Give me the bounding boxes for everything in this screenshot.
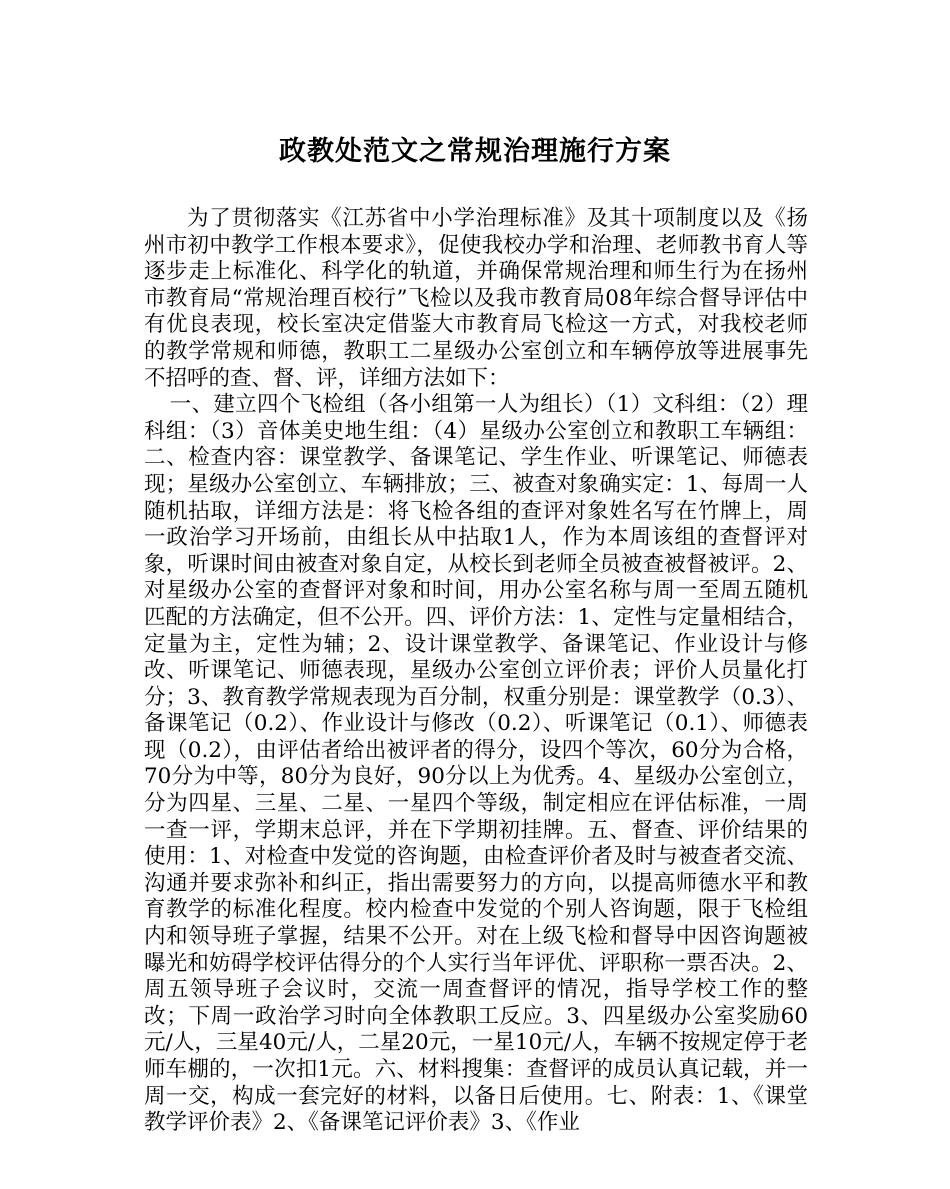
document-body [144,206,808,1137]
paragraph-main: 一、建立四个飞检组（各小组第一人为组长）（1）文科组：（2）理科组：（3）音体美史地生组：（4）星级办公室创立和教职工车辆组：二、检查内容：课堂教学、备课笔记、学生作业、听课笔记、师德表现；星级办公室创立、车辆排放；三、被查对象确实定：1、每周一人随机拈取，详细方法是：将飞检各组的查评对象姓名写在竹牌上，周一政治学习开场前，由组长从中拈取1人，作为本周该组的查督评对象，听课时间由被查对象自定，从校长到老师全员被查被督被评。2、对星级办公室的查督评对象和时间，用办公室名称与周一至周五随机匹配的方法确定，但不公开。四、评价方法：1、定性与定量相结合，定量为主，定性为辅；2、设计课堂教学、备课笔记、作业设计与修改、听课笔记、师德表现，星级办公室创立评价表；评价人员量化打分；3、教育教学常规表现为百分制，权重分别是：课堂教学（0.3）、备课笔记（0.2）、作业设计与修改（0.2）、听课笔记（0.1）、师德表现（0.2），由评估者给出被评者的得分，设四个等次，60分为合格，70分为中等，80分为良好，90分以上为优秀。4、星级办公室创立，分为四星、三星、二星、一星四个等级，制定相应在评估标准，一周一查一评，学期末总评，并在下学期初挂牌。五、督查、评价结果的使用：1、对检查中发觉的咨询题，由检查评价者及时与被查者交流、沟通并要求弥补和纠正，指出需要努力的方向，以提高师德水平和教育教学的标准化程度。校内检查中发觉的个别人咨询题，限于飞检组内和领导班子掌握，结果不公开。对在上级飞检和督导中因咨询题被曝光和妨碍学校评估得分的个人实行当年评优、评职称一票否决。2、周五领导班子会议时，交流一周查督评的情况，指导学校工作的整改；下周一政治学习时向全体教职工反应。3、四星级办公室奖励60元/人，三星40元/人，二星20元，一星10元/人，车辆不按规定停于老师车棚的，一次扣1元。六、材料搜集：查督评的成员认真记载，并一周一交，构成一套完好的材料，以备日后使用。七、附表：1、《课堂教学评价表》2、《备课笔记评价表》3、《作业 [144,392,808,1136]
document-title: 政教处范文之常规治理施行方案 [279,136,671,167]
paragraph-intro: 为了贯彻落实《江苏省中小学治理标准》及其十项制度以及《扬州市初中教学工作根本要求》，促使我校办学和治理、老师教书育人等逐步走上标准化、科学化的轨道，并确保常规治理和师生行为在扬州市教育局“常规治理百校行”飞检以及我市教育局08年综合督导评估中有优良表现，校长室决定借鉴大市教育局飞检这一方式，对我校老师的教学常规和师德，教职工二星级办公室创立和车辆停放等进展事先不招呼的查、督、评，详细方法如下： [144,206,808,391]
